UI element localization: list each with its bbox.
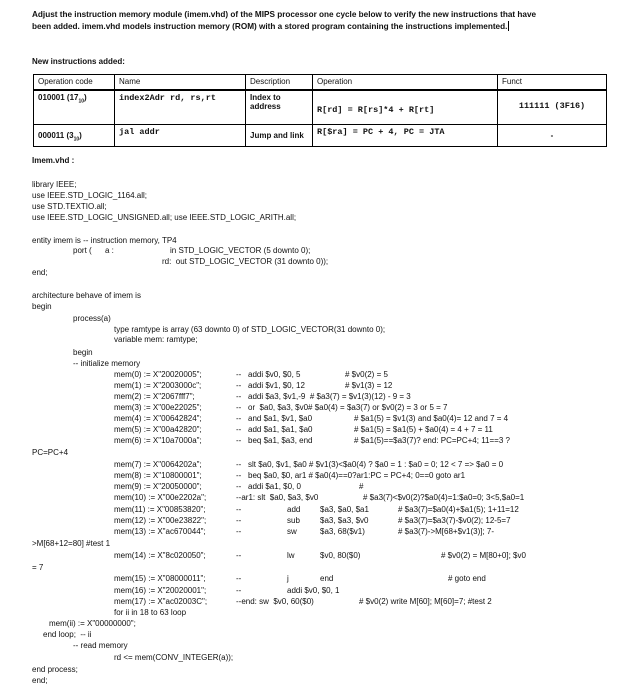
code-line: -- slt $a0, $v1, $a0 # $v1(3)<$a0(4) ? $a0 = 1 : $a0 = 0; 12 < 7 => $a0 = 0 (236, 460, 504, 469)
code-line: -- (236, 505, 242, 514)
header-funct: Funct (498, 75, 607, 91)
code-line: end; (32, 676, 48, 685)
code-comment: # $v0(2) = M[80+0]; $v0 (441, 551, 526, 560)
code-line: mem(0) := X"20020005"; (114, 370, 202, 379)
code-line: = 7 (32, 563, 44, 572)
code-line: mem(12) := X"00e23822"; (114, 516, 207, 525)
code-line: -- and $a1, $v1, $a0 (236, 414, 313, 423)
instructions-table (33, 74, 607, 147)
name-cell: jal addr (115, 124, 246, 146)
funct-cell: 111111 (3F16) (498, 90, 607, 124)
code-line: --ar1: slt $a0, $a3, $v0 (236, 493, 319, 502)
code-line: $a3, $a3, $v0 (320, 516, 369, 525)
name-cell: index2Adr rd, rs,rt (115, 90, 246, 124)
code-line: lw (287, 551, 295, 560)
code-line: -- initialize memory (73, 359, 141, 368)
operation-cell: R[$ra] = PC + 4, PC = JTA (313, 124, 498, 146)
code-line: mem(10) := X"00e2202a"; (114, 493, 207, 502)
code-comment: # $a3(7)=$a0(4)+$a1(5); 1+11=12 (398, 505, 519, 514)
code-line: -- (236, 586, 242, 595)
code-line: mem(17) := X"ac02003C"; (114, 597, 208, 606)
code-line: for ii in 18 to 63 loop (114, 608, 187, 617)
code-line: -- (236, 527, 242, 536)
code-comment: # $a3(7)->M[68+$v1(3)]; 7- (398, 527, 495, 536)
code-line: rd <= mem(CONV_INTEGER(a)); (114, 653, 234, 662)
code-line: use IEEE.STD_LOGIC_UNSIGNED.all; use IEEE.STD_LOGIC_ARITH.all; (32, 213, 297, 222)
code-comment: # $a3(7)<$v0(2)?$a0(4)=1:$a0=0; 3<5,$a0=1 (363, 493, 525, 502)
code-line: port ( a : (73, 246, 114, 255)
header-opcode: Operation code (34, 75, 115, 91)
code-line: sw (287, 527, 297, 536)
imem-title: Imem.vhd : (32, 156, 75, 165)
code-line: -- beq $a0, $0, ar1 # $a0(4)==0?ar1:PC = PC+4; 0==0 goto ar1 (236, 471, 466, 480)
code-line: begin (32, 302, 52, 311)
code-line: add (287, 505, 301, 514)
code-line: mem(6) := X"10a7000a"; (114, 436, 202, 445)
code-line: use STD.TEXTIO.all; (32, 202, 107, 211)
code-line: sub (287, 516, 300, 525)
code-line: --end: sw $v0, 60($0) (236, 597, 314, 606)
opcode-cell: 010001 $(17_{10})$ (34, 90, 115, 124)
code-line: variable mem: ramtype; (114, 335, 198, 344)
code-line: mem(8) := X"10800001"; (114, 471, 202, 480)
code-line: end (320, 574, 334, 583)
code-line: -- or $a0, $a3, $v0# $a0(4) = $a3(7) or $v0(2) = 3 or 5 = 7 (236, 403, 448, 412)
code-line: mem(16) := X"20020001"; (114, 586, 207, 595)
code-comment: # $a3(7)=$a3(7)-$v0(2); 12-5=7 (398, 516, 511, 525)
code-line: -- addi $a3, $v1,-9 # $a3(7) = $v1(3)(12) - 9 = 3 (236, 392, 411, 401)
code-comment: # $a1(5) = $a1(5) + $a0(4) = 4 + 7 = 11 (354, 425, 493, 434)
code-line: end loop; -- ii (43, 630, 92, 639)
code-line: begin (73, 348, 93, 357)
code-line: library IEEE; (32, 180, 77, 189)
code-line: mem(1) := X"2003000c"; (114, 381, 202, 390)
code-line: architecture behave of imem is (32, 291, 141, 300)
code-line: $a3, 68($v1) (320, 527, 365, 536)
code-line: mem(5) := X"00a42820"; (114, 425, 202, 434)
code-line: mem(ii) := X"00000000"; (49, 619, 136, 628)
code-comment: # goto end (448, 574, 486, 583)
description-cell: Index to address (246, 90, 313, 124)
code-line: end; (32, 268, 48, 277)
code-comment: # (359, 482, 364, 491)
code-comment: # $a1(5)==$a3(7)? end: PC=PC+4; 11==3 ? (354, 436, 510, 445)
code-line: mem(3) := X"00e22025"; (114, 403, 202, 412)
code-comment: # $v1(3) = 12 (345, 381, 393, 390)
code-line: process(a) (73, 314, 111, 323)
table-row (34, 90, 607, 124)
code-line: PC=PC+4 (32, 448, 69, 457)
code-line: in STD_LOGIC_VECTOR (5 downto 0); (170, 246, 311, 255)
code-line: -- addi $a1, $0, 0 (236, 482, 301, 491)
code-line: -- add $a1, $a1, $a0 (236, 425, 313, 434)
code-line: -- read memory (73, 641, 128, 650)
opcode-cell: 000011 $(3_{10})$ (34, 124, 115, 146)
funct-cell: - (498, 124, 607, 146)
code-line: type ramtype is array (63 downto 0) of STD_LOGIC_VECTOR(31 downto 0); (114, 325, 386, 334)
code-line: mem(13) := X"ac670044"; (114, 527, 206, 536)
new-instructions-heading: New instructions added: (32, 57, 125, 66)
description-cell: Jump and link (246, 124, 313, 146)
code-line: $v0, 80($0) (320, 551, 361, 560)
code-line: mem(11) := X"00853820"; (114, 505, 206, 514)
code-line: mem(4) := X"00642824"; (114, 414, 202, 423)
header-operation: Operation (313, 75, 498, 91)
code-line: mem(2) := X"2067fff7"; (114, 392, 195, 401)
code-line: j (287, 574, 289, 583)
table-row (34, 124, 607, 146)
header-name: Name (115, 75, 246, 91)
operation-cell: R[rd] = R[rs]*4 + R[rt] (313, 90, 498, 124)
code-line: -- (236, 574, 242, 583)
code-line: mem(7) := X"0064202a"; (114, 460, 202, 469)
code-line: end process; (32, 665, 78, 674)
code-line: addi $v0, $0, 1 (287, 586, 340, 595)
header-description: Description (246, 75, 313, 91)
code-line: mem(9) := X"20050000"; (114, 482, 202, 491)
intro-paragraph: Adjust the instruction memory module (imem.vhd) of the MIPS processor one cycle below to verify the new instructions that have been added. imem.vhd models instruction memory (ROM) with a stored program containing the instructions implemented. (32, 10, 537, 31)
code-line: rd: out STD_LOGIC_VECTOR (31 downto 0)); (162, 257, 329, 266)
code-line: -- beq $a1, $a3, end (236, 436, 313, 445)
code-comment: # $v0(2) = 5 (345, 370, 388, 379)
code-line: mem(14) := X"8c020050"; (114, 551, 206, 560)
code-line: -- (236, 551, 242, 560)
code-line: -- addi $v0, $0, 5 (236, 370, 301, 379)
code-line: -- (236, 516, 242, 525)
code-line: mem(15) := X"08000011"; (114, 574, 206, 583)
code-line: >M[68+12=80] #test 1 (32, 539, 111, 548)
code-line: $a3, $a0, $a1 (320, 505, 369, 514)
code-line: use IEEE.STD_LOGIC_1164.all; (32, 191, 148, 200)
code-line: -- addi $v1, $0, 12 (236, 381, 305, 390)
code-line: entity imem is -- instruction memory, TP4 (32, 236, 177, 245)
text-cursor (508, 21, 509, 31)
code-comment: # $a1(5) = $v1(3) and $a0(4)= 12 and 7 = 4 (354, 414, 509, 423)
code-comment: # $v0(2) write M[60]; M[60]=7; #test 2 (359, 597, 492, 606)
